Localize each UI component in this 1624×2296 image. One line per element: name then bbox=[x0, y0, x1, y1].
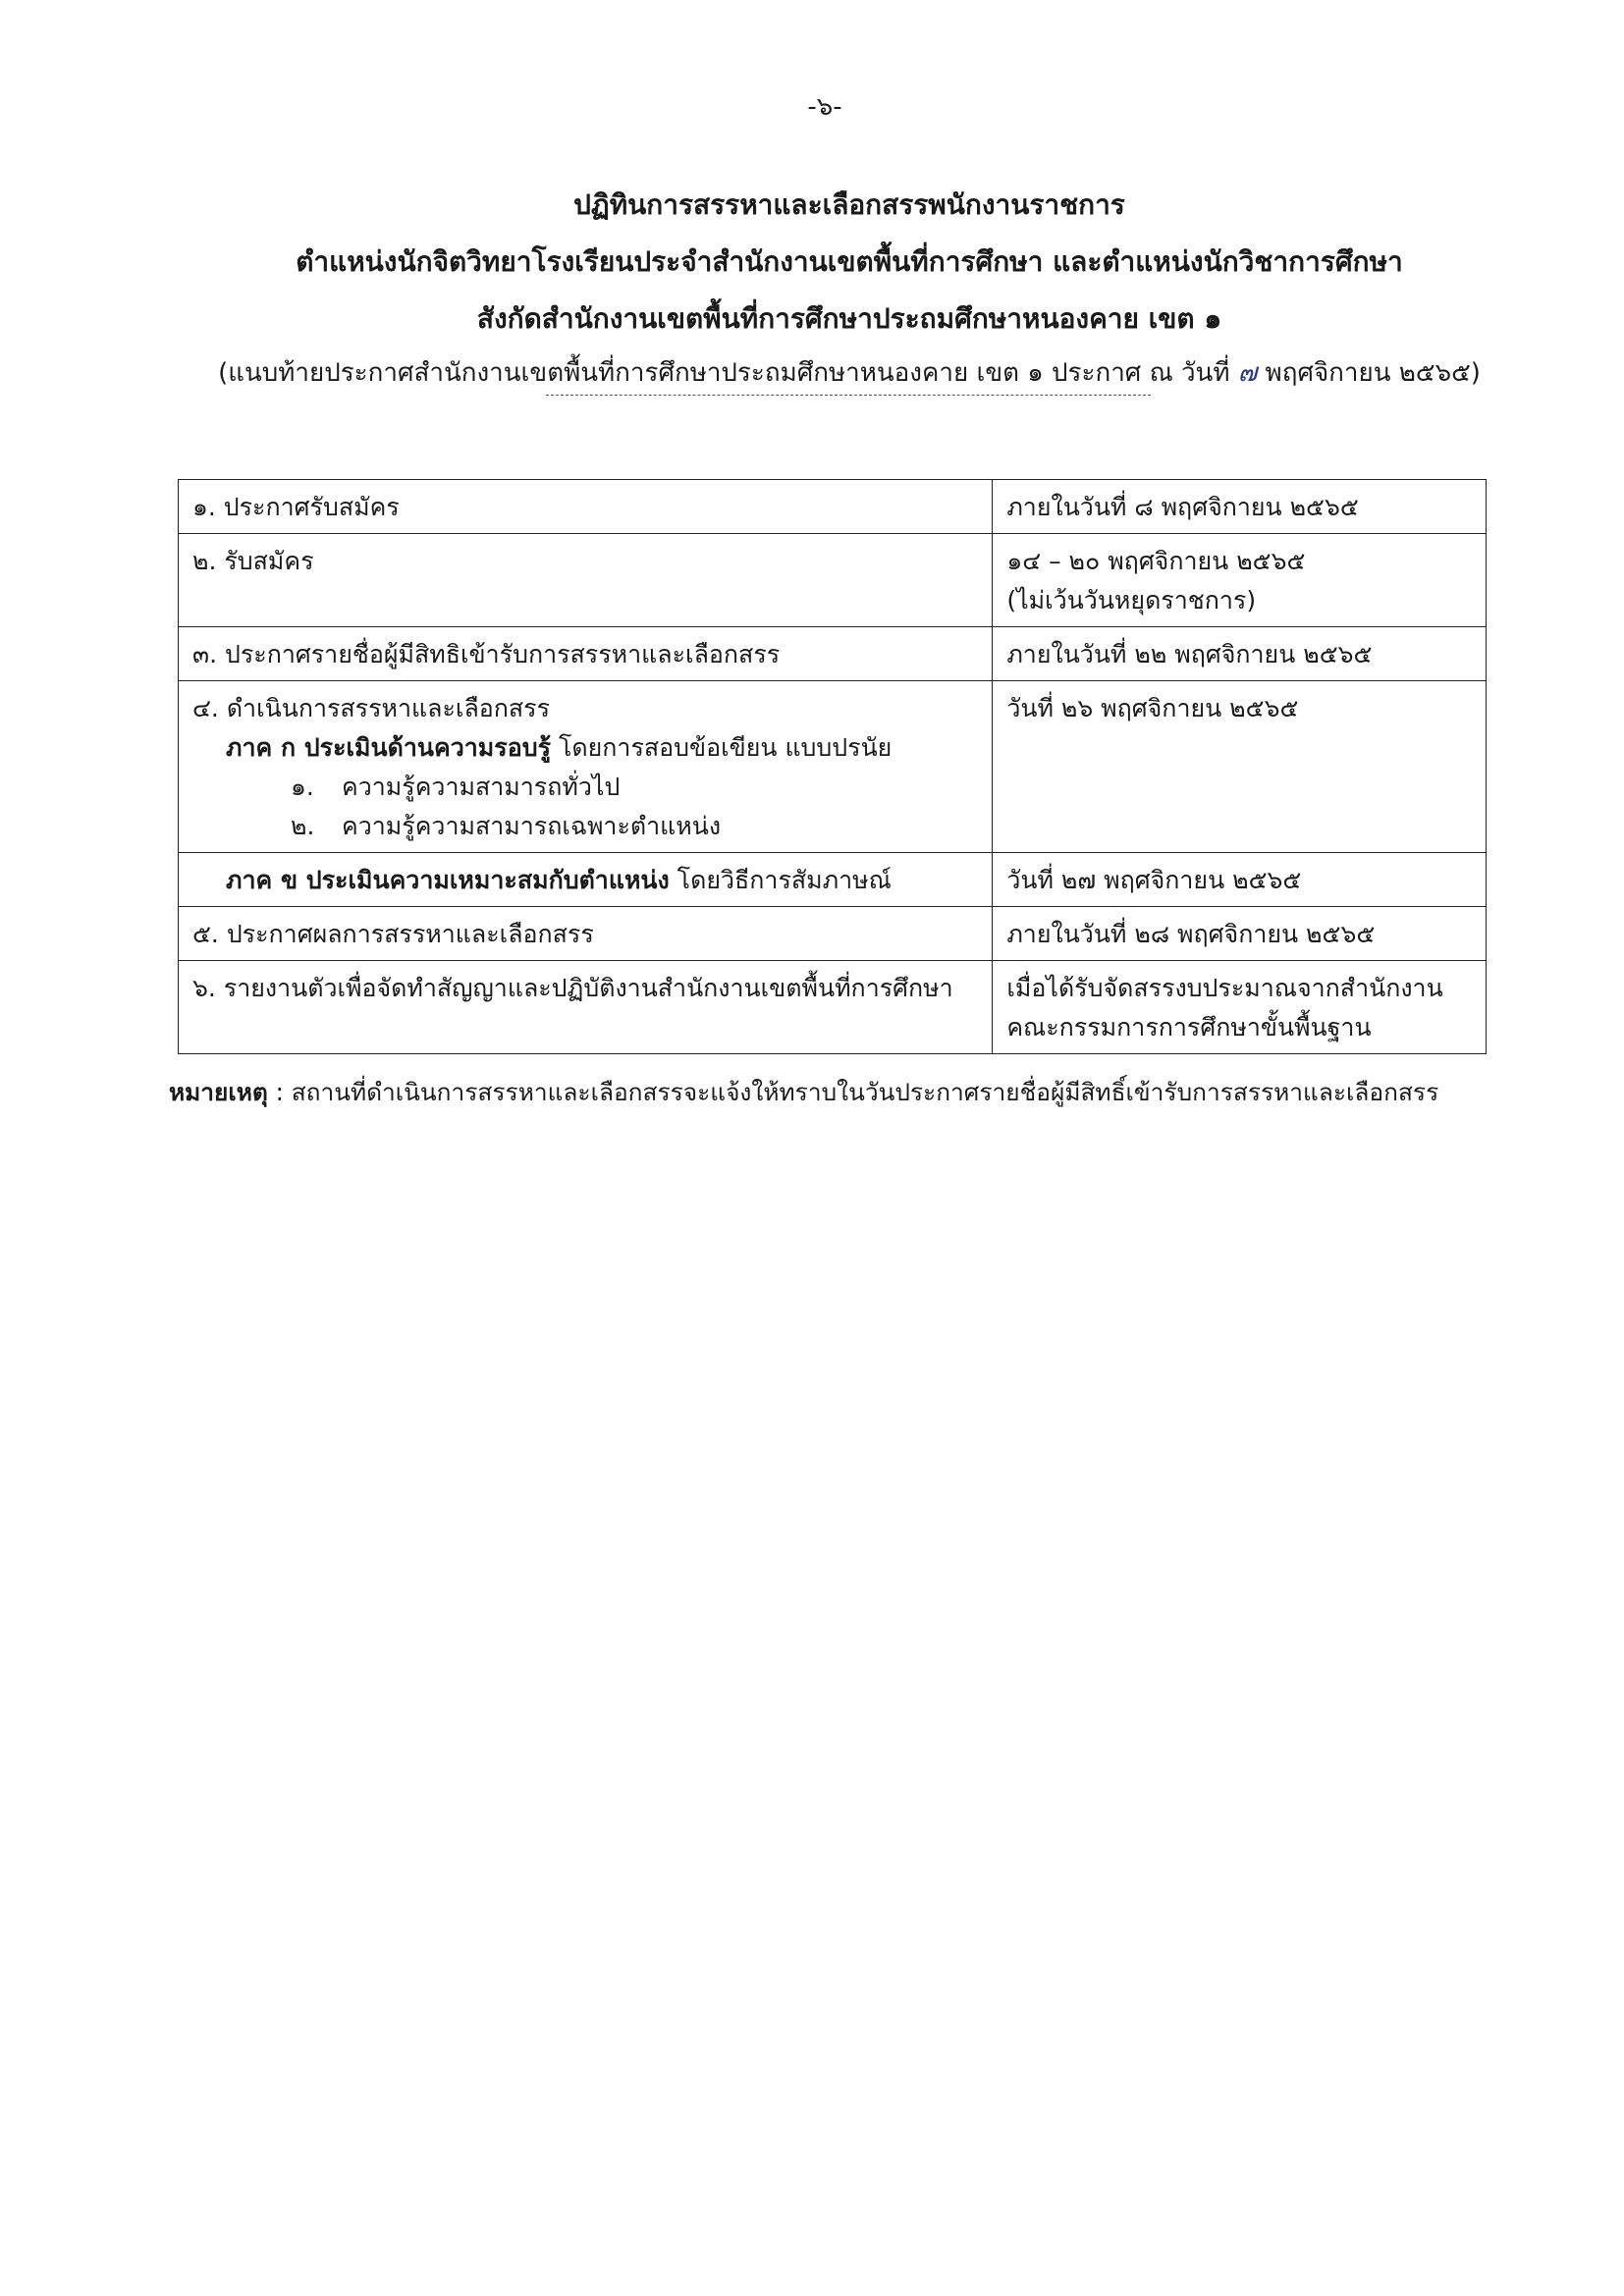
date-line: คณะกรรมการการศึกษาขั้นพื้นฐาน bbox=[1006, 1013, 1372, 1041]
table-row bbox=[179, 480, 1487, 534]
table-row bbox=[179, 681, 1487, 853]
header-office: สังกัดสำนักงานเขตพื้นที่การศึกษาประถมศึกษาหนองคาย เขต ๑ bbox=[476, 302, 1222, 335]
date-cell: ภายในวันที่ ๒๒ พฤศจิกายน ๒๕๖๕ bbox=[993, 627, 1487, 681]
sub-item bbox=[192, 807, 978, 846]
date-line: ๑๔ – ๒๐ พฤศจิกายน ๒๕๖๕ bbox=[1006, 547, 1306, 575]
remark-text: : สถานที่ดำเนินการสรรหาและเลือกสรรจะแจ้งให้ทราบในวันประกาศรายชื่อผู้มีสิทธิ์เข้ารับการสรรหาและเลือกสรร bbox=[267, 1078, 1439, 1106]
page-number: -๖- bbox=[807, 92, 842, 122]
date-cell: ภายในวันที่ ๒๘ พฤศจิกายน ๒๕๖๕ bbox=[993, 907, 1487, 961]
schedule-table bbox=[178, 479, 1487, 1054]
table-row bbox=[179, 907, 1487, 961]
announcement-suffix: พฤศจิกายน ๒๕๖๕) bbox=[1257, 358, 1481, 388]
date-cell bbox=[993, 534, 1487, 627]
task-cell: ๑. ประกาศรับสมัคร bbox=[179, 480, 993, 534]
date-cell: วันที่ ๒๗ พฤศจิกายน ๒๕๖๕ bbox=[993, 853, 1487, 907]
table-row bbox=[179, 961, 1487, 1054]
part-a-title: ภาค ก ประเมินด้านความรอบรู้ bbox=[226, 733, 552, 762]
date-cell: ภายในวันที่ ๘ พฤศจิกายน ๒๕๖๕ bbox=[993, 480, 1487, 534]
task-cell: ๖. รายงานตัวเพื่อจัดทำสัญญาและปฏิบัติงานสำนักงานเขตพื้นที่การศึกษา bbox=[179, 961, 993, 1054]
task-cell: ๕. ประกาศผลการสรรหาและเลือกสรร bbox=[179, 907, 993, 961]
task-cell bbox=[179, 853, 993, 907]
sub-item bbox=[192, 768, 978, 807]
task-cell: ๓. ประกาศรายชื่อผู้มีสิทธิเข้ารับการสรรหาและเลือกสรร bbox=[179, 627, 993, 681]
remark bbox=[169, 1073, 1563, 1111]
handwritten-day: ๗ bbox=[1237, 358, 1258, 388]
table-row bbox=[179, 627, 1487, 681]
part-a-method: โดยการสอบข้อเขียน แบบปรนัย bbox=[551, 733, 893, 762]
remark-label: หมายเหตุ bbox=[169, 1078, 268, 1106]
table-row bbox=[179, 853, 1487, 907]
part-b-line bbox=[192, 861, 978, 900]
part-a-line bbox=[192, 728, 978, 768]
sub-item-text: ความรู้ความสามารถทั่วไป bbox=[342, 773, 621, 801]
date-cell bbox=[993, 961, 1487, 1054]
sub-item-number: ๑. bbox=[291, 773, 314, 801]
date-cell: วันที่ ๒๖ พฤศจิกายน ๒๕๖๕ bbox=[993, 681, 1487, 853]
part-b-method: โดยวิธีการสัมภาษณ์ bbox=[669, 866, 892, 894]
date-line: เมื่อได้รับจัดสรรงบประมาณจากสำนักงาน bbox=[1006, 974, 1443, 1002]
task-title: ๔. ดำเนินการสรรหาและเลือกสรร bbox=[192, 694, 551, 722]
task-cell bbox=[179, 681, 993, 853]
date-line: (ไม่เว้นวันหยุดราชการ) bbox=[1006, 586, 1257, 614]
table-row bbox=[179, 534, 1487, 627]
sub-item-text: ความรู้ความสามารถเฉพาะตำแหน่ง bbox=[342, 812, 722, 840]
header-title: ปฏิทินการสรรหาและเลือกสรรพนักงานราชการ bbox=[573, 188, 1125, 221]
dashed-divider bbox=[546, 395, 1151, 396]
announcement-prefix: (แนบท้ายประกาศสำนักงานเขตพื้นที่การศึกษาประถมศึกษาหนองคาย เขต ๑ ประกาศ ณ วันที่ bbox=[218, 358, 1238, 388]
header-positions: ตำแหน่งนักจิตวิทยาโรงเรียนประจำสำนักงานเขตพื้นที่การศึกษา และตำแหน่งนักวิชาการศึกษา bbox=[296, 245, 1403, 278]
part-b-title: ภาค ข ประเมินความเหมาะสมกับตำแหน่ง bbox=[226, 866, 670, 894]
document-header bbox=[0, 177, 1624, 399]
sub-item-number: ๒. bbox=[291, 812, 315, 840]
task-cell: ๒. รับสมัคร bbox=[179, 534, 993, 627]
header-announcement-ref bbox=[0, 347, 1624, 399]
